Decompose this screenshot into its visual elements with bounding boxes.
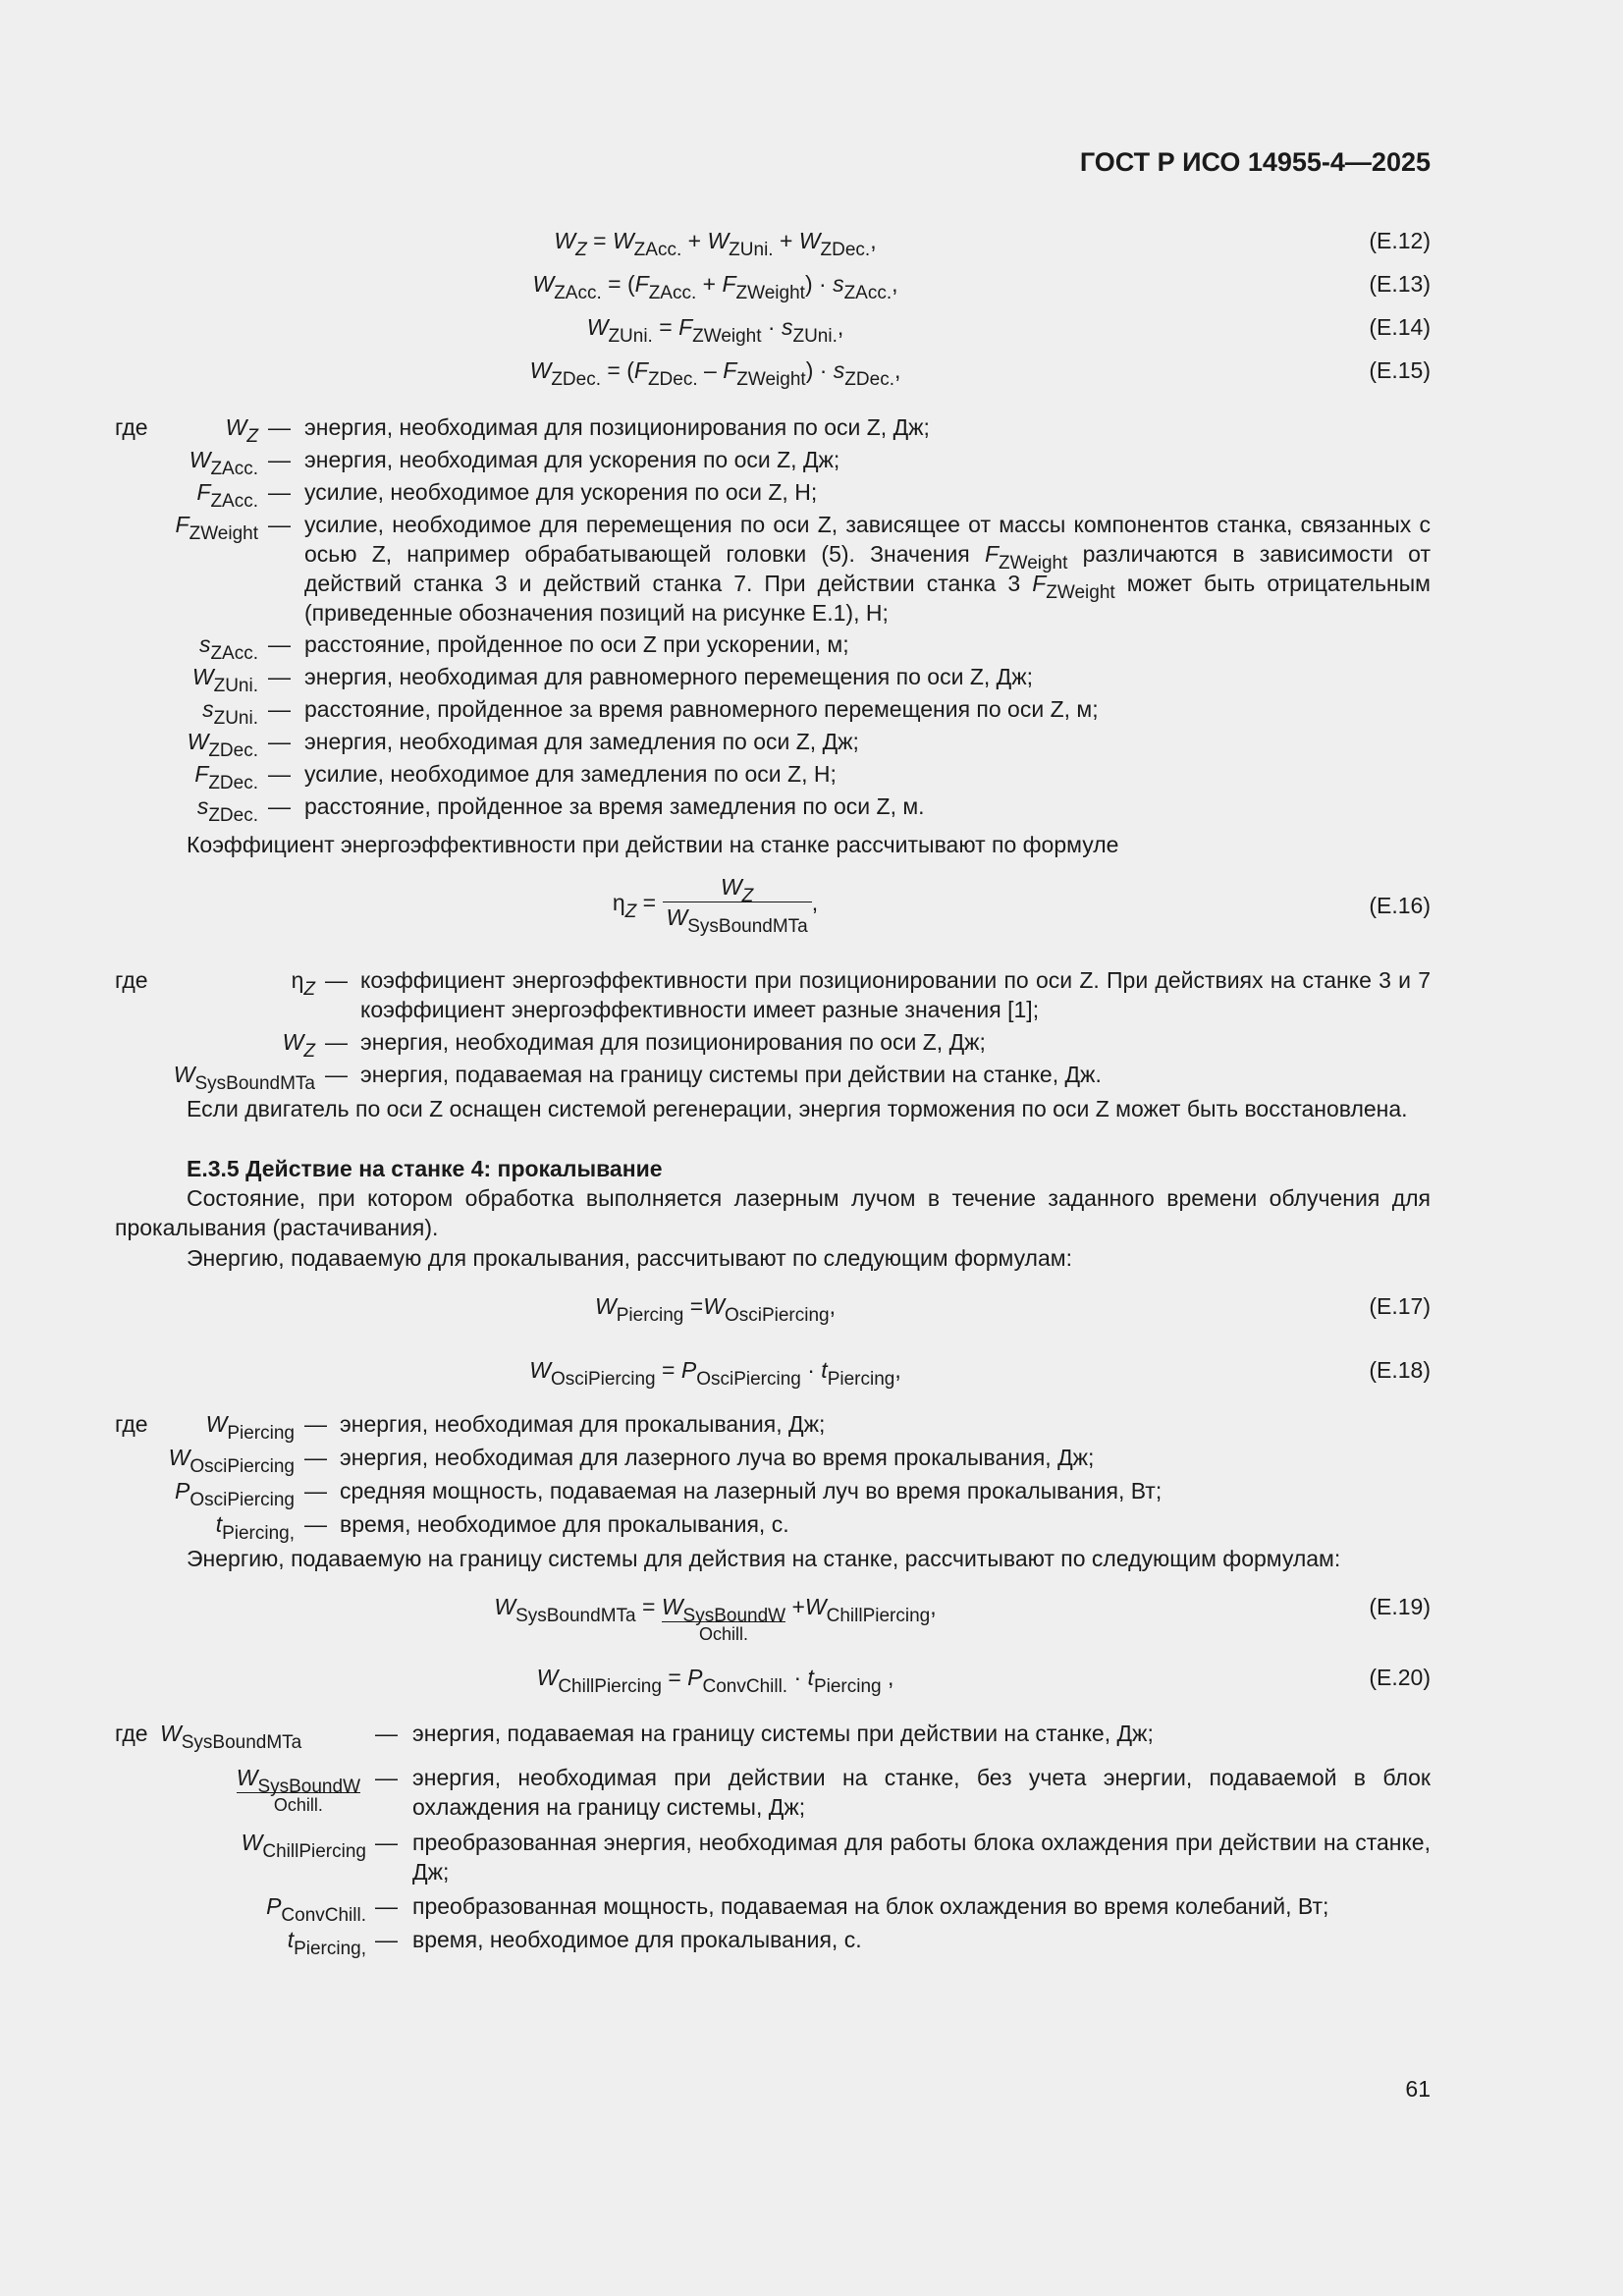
equation-number: (Е.19) bbox=[1369, 1594, 1431, 1619]
paragraph: Если двигатель по оси Z оснащен системой регенерации, энергия торможения по оси Z может быть восстановлена. bbox=[187, 1096, 1408, 1121]
equation-number: (Е.18) bbox=[1369, 1357, 1431, 1383]
paragraph: Энергию, подаваемую для прокалывания, рассчитывают по следующим формулам: bbox=[187, 1245, 1072, 1271]
equation-number: (Е.13) bbox=[1369, 271, 1431, 297]
equation-number: (Е.14) bbox=[1369, 314, 1431, 340]
page-number: 61 bbox=[1405, 2076, 1431, 2102]
section-title: Е.3.5 Действие на станке 4: прокалывание bbox=[187, 1156, 663, 1181]
where-label: где bbox=[115, 414, 148, 440]
equation-number: (Е.16) bbox=[1369, 893, 1431, 918]
paragraph: Энергию, подаваемую на границу системы для действия на станке, рассчитывают по следующим формулам: bbox=[187, 1546, 1341, 1571]
equation-number: (Е.17) bbox=[1369, 1293, 1431, 1319]
equation-e19: $W_{SysBoundMTa}$ = $W_{SysBoundW}$ Ochill. $+W_{ChillPiercing}$, (Е.19) bbox=[494, 1594, 1431, 1644]
where-label: где bbox=[115, 1411, 148, 1437]
document-page: ГОСТ Р ИСО 14955-4—2025 $W_Z = W_{ZAcc.} + W_{ZUni.} + W_{ZDec.}$, (Е.12) $W_{ZAcc.} = (F_{ZAcc.} + F_{ZWeight}) \cdot s_{ZAcc.}$, (Е.13) $W_{ZUni.} = F_{ZWeight} \cdot s_{ZUni.}$, (Е.14) $W_{ZDec.} = (F_{ZDec.} - F_{ZWeight}) \cdot s_{ZDec.}$, (Е.15) где $W_Z$ — энергия, необходимая для позиционирования по оси Z, Дж; $W_{ZAcc.}$ — энергия, необходимая для ускорения по оси Z, Дж; $F_{ZAcc.}$ — усилие, необходимое для ускорения по оси Z, Н; $F_{ZWeight}$ — усилие, необходимое для перемещения по оси Z, зависящее от массы компонентов станка, связанных с осью Z, например обрабатывающей головки (5). Значения $F_{ZWeight}$ различаются в зависимости от действий станка 3 и действий станка 7. При действии станка 3 $F_{ZWeight}$ может быть отрицательным (приведенные обозначения позиций на рисунке Е.1), Н; $s_{ZAcc.}$ — расстояние, пройденное по оси Z при ускорении, м; $W_{ZUni.}$ — энергия, необходимая для равномерного перемещения по оси Z, Дж; $s_{ZUni.}$ — расстояние, пройденное за время равномерного перемещения по оси Z, м; $W_{ZDec.}$ — энергия, необходимая для замедления по оси Z, Дж; $F_{ZDec.}$ — усилие, необходимое для замедления по оси Z, Н; $s_{ZDec.}$ — расстояние, пройденное за время замедления по оси Z, м. Коэффициент энергоэффективности при действии на станке рассчитывают по формуле $\eta_Z$ = $\frac{W_Z}{W_{SysBoundMTa}}$ , (Е.16) где $\eta_Z$ — коэффициент энергоэффективности при позиционировании по оси Z. При действиях на станке 3 и 7 коэффициент энергоэффективности имеет разные значения [1]; $W_Z$ — энергия, необходимая для позиционирования по оси Z, Дж; $W_{SysBoundMTa}$ — энергия, подаваемая на границу системы при действии на станке, Дж. Если двигатель по оси Z оснащен системой регенерации, энергия торможения по оси Z может быть восстановлена. Е.3.5 Действие на станке 4: прокалывание Состояние, при котором обработка выполняется лазерным лучом в течение заданного времени облучения для прокалывания (растачивания). Энергию, подаваемую для прокалывания, рассчитывают по следующим формулам: $W_{Piercing} =W_{OsciPiercing}$, (Е.17) $W_{OsciPiercing} = P_{OsciPiercing} \cdot t_{Piercing}$, (Е.18) где $W_{Piercing}$ — энергия, необходимая для прокалывания, Дж; $W_{OsciPiercing}$ — энергия, необходимая для лазерного луча во время прокалывания, Дж; $P_{OsciPiercing}$ — средняя мощность, подаваемая на лазерный луч во время прокалывания, Вт; $t_{Piercing,}$ — время, необходимое для прокалывания, с. Энергию, подаваемую на границу системы для действия на станке, рассчитывают по следующим формулам: $W_{SysBoundMTa}$ = $W_{SysBoundW}$ Ochill. $+W_{ChillPiercing}$, (Е.19) $W_{ChillPiercing} = P_{ConvChill.} \cdot t_{Piercing}$ , (Е.20) где $W_{SysBoundMTa}$ — энергия, подаваемая на границу системы при действии на станке, Дж; $W_{SysBoundW}$ Ochill. — энергия, необходимая при действии на станке, без учета энергии, подаваемой в блок охлаждения на границу системы, Дж; $W_{ChillPiercing}$ — преобразованная энергия, необходимая для работы блока охлаждения при действии на станке, Дж; $P_{ConvChill.}$ — преобразованная мощность, подаваемая на блок охлаждения во время колебаний, Вт; $t_{Piercing,}$ — время, необходимое для прокалывания, с. 61 bbox=[0, 0, 1623, 2296]
paragraph: Состояние, при котором обработка выполняется лазерным лучом в течение заданного времени облучения для прокалывания (растачивания). bbox=[115, 1185, 1431, 1240]
equation-number: (Е.15) bbox=[1369, 357, 1431, 383]
equation-number: (Е.20) bbox=[1369, 1665, 1431, 1690]
where-label: где bbox=[115, 967, 148, 993]
equation-e16: $\eta_Z$ = $\frac{W_Z}{W_{SysBoundMTa}}$ , (Е.16) bbox=[612, 874, 1431, 937]
paragraph: Коэффициент энергоэффективности при действии на станке рассчитывают по формуле bbox=[187, 832, 1119, 857]
equation-number: (Е.12) bbox=[1369, 228, 1431, 253]
where-label: где bbox=[115, 1721, 148, 1746]
document-code-header: ГОСТ Р ИСО 14955-4—2025 bbox=[1079, 147, 1431, 177]
